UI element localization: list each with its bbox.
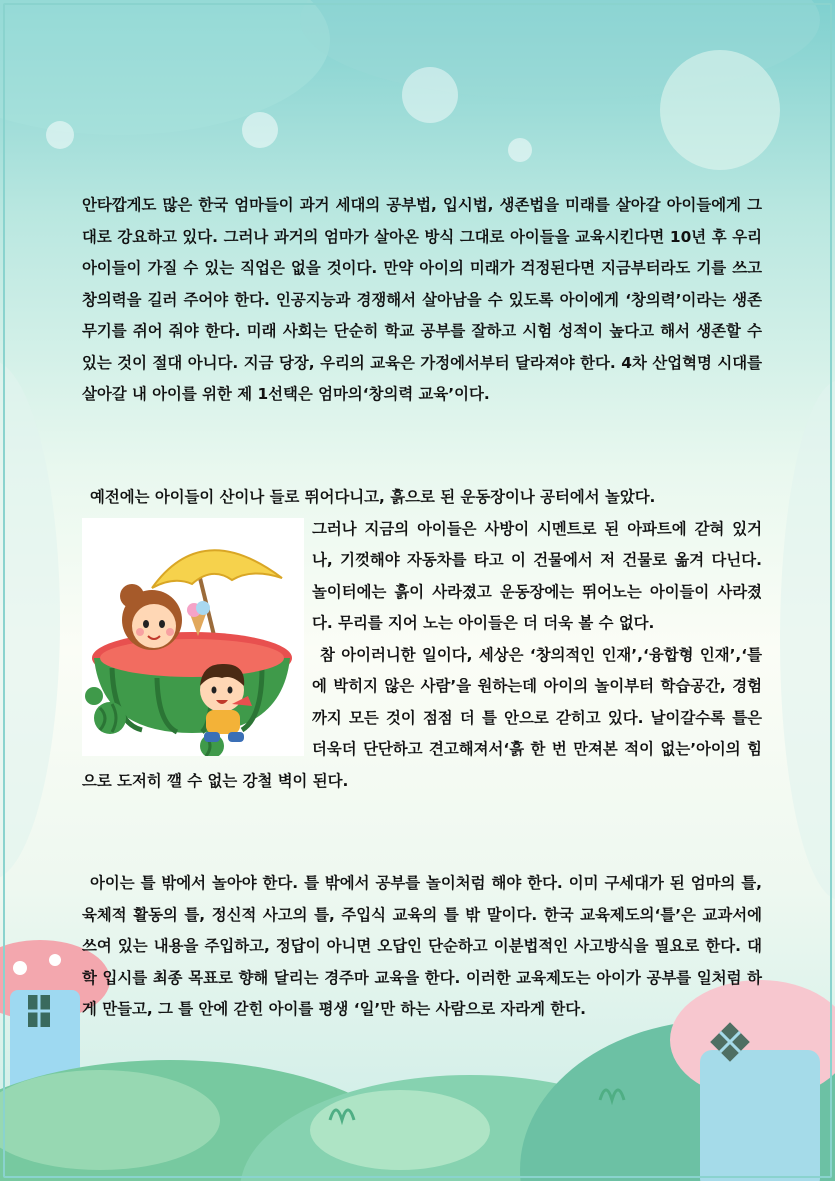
window-icon xyxy=(28,995,50,1027)
paragraph-2-lead: 예전에는 아이들이 산이나 들로 뛰어다니고, 흙으로 된 운동장이나 공터에서 놀았다. xyxy=(90,488,656,506)
paragraph-1: 안타깝게도 많은 한국 엄마들이 과거 세대의 공부법, 입시법, 생존법을 미래를 살아갈 아이들에게 그대로 강요하고 있다. 그러나 과거의 엄마가 살아온 방식 그대로 아이들을 교육시킨다면 10년 후 우리 아이들이 가질 수 있는 직업은 없을 것이다. 만약 아이의 미래가 걱정된다면 지금부터라도 기를 쓰고 창의력을 길러 주어야 한다. 인공지능과 경쟁해서 살아남을 수 있도록 아이에게 ‘창의력’이라는 생존무기를 쥐어 줘야 한다. 미래 사회는 단순히 학교 공부를 잘하고 시험 성적이 높다고 해서 생존할 수 있는 것이 절대 아니다. 지금 당장, 우리의 교육은 가정에서부터 달라져야 한다. 4차 산업혁명 시대를 살아갈 내 아이를 위한 제 1선택은 엄마의‘창의력 교육’이다. xyxy=(82,196,762,403)
text-block-frame xyxy=(82,868,762,1026)
text-block-play xyxy=(82,482,762,797)
text-block-intro xyxy=(82,190,762,411)
paragraph-2-body: 그러나 지금의 아이들은 사방이 시멘트로 된 아파트에 갇혀 있거나, 기껏해야 자동차를 타고 이 건물에서 저 건물로 옮겨 다닌다. 놀이터에는 흙이 사라졌고 운동장에는 뛰어노는 아이들이 사라졌다. 무리를 지어 노는 아이들은 더 더욱 볼 수 없다. xyxy=(312,519,762,632)
paragraph-4: 아이는 틀 밖에서 놀아야 한다. 틀 밖에서 공부를 놀이처럼 해야 한다. 이미 구세대가 된 엄마의 틀, 육체적 활동의 틀, 정신적 사고의 틀, 주입식 교육의 틀 밖 말이다. 한국 교육제도의‘틀’은 교과서에 쓰여 있는 내용을 주입하고, 정답이 아니면 오답인 단순하고 이분법적인 사고방식을 필요로 한다. 대학 입시를 최종 목표로 향해 달리는 경주마 교육을 한다. 이러한 교육제도는 아이가 공부를 일처럼 하게 만들고, 그 틀 안에 갇힌 아이를 평생 ‘일’만 하는 사람으로 자라게 한다. xyxy=(82,874,762,1018)
children-watermelon-illustration xyxy=(82,518,304,756)
paragraph-3: 참 아이러니한 일이다, 세상은 ‘창의적인 인재’,‘융합형 인재’,‘틀에 박히지 않은 사람’을 원하는데 아이의 놀이부터 학습공간, 경험까지 모든 것이 점점 더 틀 안으로 갇히고 있다. 날이갈수록 틀은 더욱더 단단하고 견고해져서‘흙 한 번 만져본 적이 없는’아이의 힘으로 도저히 깰 수 없는 강철 벽이 된다. xyxy=(82,645,762,790)
